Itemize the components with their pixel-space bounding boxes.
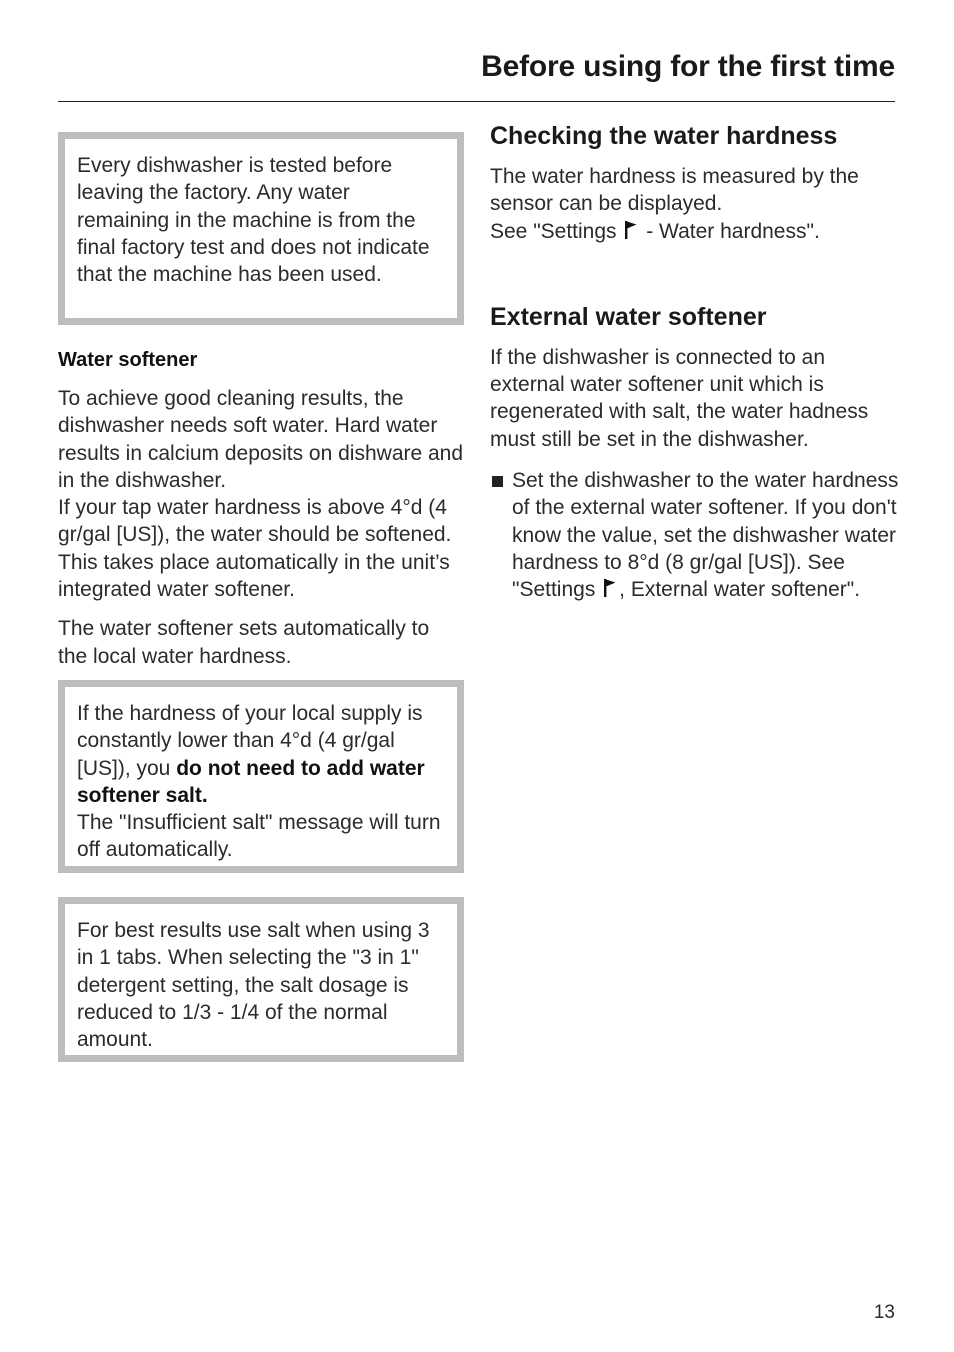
salt-note [58, 680, 464, 873]
bullet-text [512, 467, 900, 603]
right-column [490, 120, 900, 604]
softener-p1-a: To achieve good cleaning results, the dishwasher needs soft water. Hard water results in calcium deposits on dishware and in the dishwasher. [58, 387, 464, 492]
salt-note-pre: If the hardness of your local supply is constantly lower than 4°d (4 gr/gal [US]), you [77, 701, 423, 780]
hardness-p2-post: - Water hardness". [640, 219, 820, 243]
bullet-post: , External water softener". [619, 578, 861, 602]
left-column [58, 132, 464, 1062]
flag-icon [624, 220, 638, 240]
bullet-square-icon [490, 467, 512, 603]
water-softener-paragraph-1 [58, 385, 464, 603]
page-title: Before using for the first time [481, 50, 895, 83]
external-softener-heading: External water softener [490, 302, 767, 331]
checking-hardness-text [490, 163, 900, 245]
header-divider [58, 101, 895, 102]
flag-icon [603, 578, 617, 598]
water-softener-paragraph-2: The water softener sets automatically to the local water hardness. [58, 617, 430, 668]
softener-p1-b: If your tap water hardness is above 4°d (4 gr/gal [US]), the water should be softened. This takes place automatically in the unit’s integrated water softener. [58, 496, 452, 602]
list-item [490, 467, 900, 603]
tabs-note-text: For best results use salt when using 3 in 1 tabs. When selecting the "3 in 1" detergent setting, the salt dosage is reduced to 1/3 - 1/4 of the normal amount. [77, 918, 430, 1052]
hardness-p1: The water hardness is measured by the sensor can be displayed. [490, 165, 859, 216]
salt-note-bold: do not need to add water softener salt. [77, 756, 425, 807]
water-softener-heading: Water softener [58, 349, 198, 371]
checking-hardness-heading: Checking the water hardness [490, 122, 838, 150]
tabs-note [58, 897, 464, 1062]
external-softener-text: If the dishwasher is connected to an external water softener unit which is regenerated with salt, the water hadness must still be set in the dishwasher. [490, 345, 869, 451]
page-number: 13 [873, 1302, 895, 1323]
salt-note-text [77, 700, 445, 864]
factory-test-note [58, 132, 464, 325]
hardness-p2-pre: See "Settings [490, 219, 623, 243]
bullet-pre: Set the dishwasher to the water hardness of the external water softener. If you don't know the value, set the dishwasher water hardness to 8°d (8 gr/gal [US]). See "Settings [512, 469, 899, 602]
salt-note-post: The "Insufficient salt" message will turn off automatically. [77, 811, 441, 862]
factory-test-note-text: Every dishwasher is tested before leaving the factory. Any water remaining in the machine is from the final factory test and does not indicate that the machine has been used. [77, 154, 430, 287]
